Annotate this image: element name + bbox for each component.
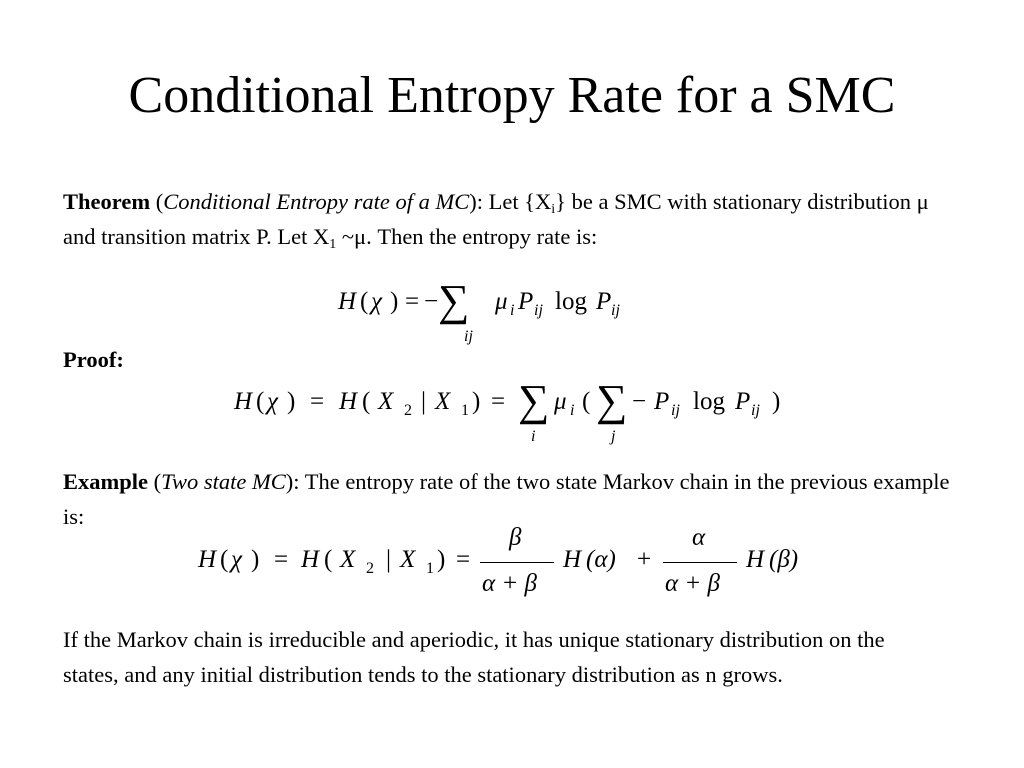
eq3-frac1-bar	[480, 562, 554, 563]
eq3-frac2-bar	[663, 562, 737, 563]
eq3-X1-sub: 1	[426, 560, 434, 577]
eq1-H: H	[338, 288, 357, 315]
eq3-chi: χ	[231, 546, 242, 573]
eq2-bar: |	[421, 388, 427, 415]
eq1-P: P	[518, 288, 534, 315]
eq2-rparen1: )	[287, 388, 296, 415]
eq1-P-sub: ij	[534, 302, 543, 319]
eq1-rparen: )	[390, 288, 399, 315]
eq3-H3-arg: (α)	[586, 546, 616, 573]
example-name: Two state MC	[161, 469, 286, 494]
eq3-lparen2: (	[324, 546, 333, 573]
eq1-lparen: (	[360, 288, 369, 315]
eq3-H1: H	[198, 546, 217, 573]
eq3-rparen1: )	[251, 546, 260, 573]
eq1-chi: χ	[371, 288, 382, 315]
eq2-equals2: =	[491, 388, 506, 415]
proof-paragraph	[63, 342, 963, 377]
eq2-sum2-symbol: ∑	[596, 376, 628, 425]
eq1-P2-sub: ij	[611, 302, 620, 319]
eq1-P2: P	[596, 288, 612, 315]
eq2-X1-sub: 1	[461, 402, 469, 419]
two-state-equation	[198, 526, 828, 606]
eq2-X2-sub: 2	[404, 402, 412, 419]
eq1-minus: −	[424, 288, 439, 315]
eq2-X2: X	[378, 388, 394, 415]
eq3-H3: H	[563, 546, 582, 573]
eq3-plus: +	[637, 546, 652, 573]
eq2-P2: P	[735, 388, 751, 415]
eq3-H4-arg: (β)	[769, 546, 799, 573]
theorem-sub-i: i	[551, 202, 556, 217]
slide-title: Conditional Entropy Rate for a SMC	[128, 67, 896, 124]
theorem-sub-1: 1	[329, 237, 337, 252]
eq3-bar: |	[386, 546, 392, 573]
eq3-rparen2: )	[437, 546, 446, 573]
eq3-frac2-numerator: α	[692, 524, 706, 551]
eq1-sum-symbol: ∑	[438, 276, 470, 325]
eq2-sum1-symbol: ∑	[518, 376, 550, 425]
eq2-minus: −	[632, 388, 647, 415]
eq2-lparen2: (	[362, 388, 371, 415]
closing-paragraph: If the Markov chain is irreducible and aperiodic, it has unique stationary distribution on the states, and any initial distribution tends to the stationary distribution as n grows.	[63, 627, 885, 687]
theorem-text-c: ~μ. Then the entropy rate is:	[336, 224, 598, 249]
eq2-H1: H	[234, 388, 253, 415]
eq3-H2: H	[301, 546, 320, 573]
eq3-lparen1: (	[220, 546, 229, 573]
theorem-paren-open: (	[150, 189, 164, 214]
eq2-X1: X	[435, 388, 451, 415]
eq3-frac1-denominator: α + β	[482, 570, 537, 597]
eq2-sum2-index: j	[611, 428, 616, 445]
eq3-equals1: =	[274, 546, 289, 573]
eq2-mu-sub: i	[570, 402, 575, 419]
eq2-lparen1: (	[256, 388, 265, 415]
eq3-H4: H	[746, 546, 765, 573]
proof-equation	[234, 376, 794, 445]
eq2-rparen3: )	[772, 388, 781, 415]
theorem-text-b: } be a SMC with stationary distribution μ and transition matrix P. Let X	[63, 189, 929, 249]
eq2-log: log	[693, 388, 725, 415]
eq3-frac2-denominator: α + β	[665, 570, 720, 597]
eq3-equals2: =	[456, 546, 471, 573]
entropy-rate-equation	[338, 276, 638, 345]
eq2-P2-sub: ij	[751, 402, 760, 419]
eq3-X2: X	[340, 546, 356, 573]
example-label: Example	[63, 469, 149, 494]
theorem-name: Conditional Entropy rate of a MC	[163, 189, 470, 214]
theorem-text-a: Let {X	[488, 189, 552, 214]
theorem-label: Theorem	[63, 189, 151, 214]
eq1-mu-sub: i	[510, 302, 515, 319]
example-text: The entropy rate of the two state Markov chain in the previous example is:	[63, 469, 950, 529]
eq2-mu: μ	[554, 388, 567, 415]
eq2-P: P	[654, 388, 670, 415]
eq2-rparen2: )	[472, 388, 481, 415]
eq3-X1: X	[400, 546, 416, 573]
eq2-P-sub: ij	[671, 402, 680, 419]
eq3-frac1-numerator: β	[509, 524, 522, 551]
theorem-paren-close: ):	[469, 189, 489, 214]
eq1-sum-index: ij	[464, 328, 473, 345]
example-paren-close: ):	[285, 469, 305, 494]
eq2-equals1: =	[310, 388, 325, 415]
eq3-X2-sub: 2	[366, 560, 374, 577]
theorem-paragraph	[63, 184, 963, 254]
eq1-equals: =	[405, 288, 420, 315]
example-paren-open: (	[148, 469, 162, 494]
eq2-chi: χ	[267, 388, 278, 415]
proof-label: Proof:	[63, 347, 124, 372]
eq1-mu: μ	[495, 288, 508, 315]
eq2-lparen3: (	[582, 388, 591, 415]
eq2-H2: H	[339, 388, 358, 415]
eq1-log: log	[555, 288, 587, 315]
eq2-sum1-index: i	[531, 428, 536, 445]
